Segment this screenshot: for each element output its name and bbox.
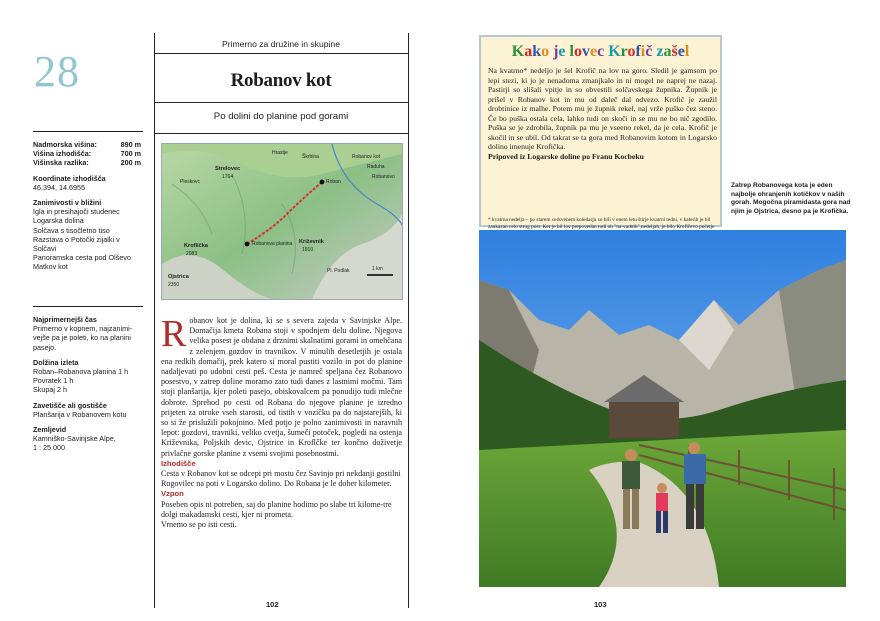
page-number-left: 102 — [266, 600, 279, 609]
map-label: Pl. Podlak — [327, 268, 350, 274]
sights-heading: Zanimivosti v bližini — [33, 198, 102, 208]
length-line: Povratek 1 h — [33, 376, 74, 386]
legend-footnote: * kvatrna nedelja – po starem cerkvenem koledarju so bili v enem letu štirje kvatrni tedni, v katerih je bil zaukazan celo strog post. Ker je bil lov prepovedan tudi ob "na-vadnih" nedeljah, je bilo Krofičevo početje — [488, 217, 715, 230]
drop-cap: R — [161, 313, 187, 355]
sights-list — [33, 207, 141, 271]
return-paragraph: Vrnemo se po isti cesti. — [161, 520, 237, 530]
intro-paragraph: obanov kot je dolina, ki se s severa zajeda v Savinjske Alpe. Domačija kmeta Robana stoji v spodnjem delu doline. Njegova velika posest je obdana z drznimi skalnatimi gorami in omehčana z zelenjem gozdov in travnikov. V minulih desetletjih je ostala ena redkih domačij, prek katero si moral pustiti vozilo in pot do planine nadaljevati po udobni cesti peš. Cesta je namreč speljana čez Robanovo posestvo, v zatrep doline moramo zato tudi danes z lastnimi močmi. Tam stoji planšarija, kjer poleti pasejo, obiskovalcem pa ponudijo tudi mlečne dobrote. Sprehod po cesti od Robana do njegove planine je izredno prijeten za otroke vseh starosti, od tistih v vozičku pa do najstarejših, ki so si že prislužili pokojnino. Med potjo je polno zanimivosti in naravnih lepot: gozdovi, travniki, veliko cvetja, šumeči potoček, pogledi na ostenja Križevnika, Poljskih devic, Ojstrice in Kroflčke ter končno doživetje privlačne gorske planine z vsemi svojimi posebnostmi. — [161, 316, 402, 458]
map-label: Kroflička — [184, 243, 208, 249]
legend-title: Kako je lovec Krofič zašel — [511, 43, 690, 60]
category-banner: Primerno za družine in skupine — [222, 39, 340, 49]
legend-paragraph: Na kvatrno* nedeljo je šel Krofič na lov na goro. Sledil je gamsom po lepi stezi, ki jo je nenadoma zmanjkalo in ni mogel ne naprej ne nazaj. Pastirji so slišali vpitje in so obvestili solčavskega župnika. Župnik je prišel v Robanov kot in mu od daleč dal odvezo. Krofič je zaužil drobtinice iz malhe. Potem mu je župnik rekel, naj vrže puško čez steno. Če bo puška ostala cela, lahko tudi on skoči in se mu ne bo nič zgodilo. Puška se je zdrobila, župnik pa mu je vseeno rekel, da je cela. Krofič je skočil in se ubil. Od takrat se ta gora med Robanovim kotom in Logarsko dolino imenuje Krofička. — [488, 66, 717, 151]
map-label: 2350 — [168, 282, 180, 288]
climb-paragraph: Poseben opis ni potreben, saj do planine hodimo po slabe tri kilome-tre dolgi makadamski cesti, kjer ni prometa. — [161, 499, 392, 519]
shelter-text: Planšarija v Robanovem kotu — [33, 409, 127, 419]
divider — [33, 131, 143, 132]
map-label: Hrastje — [272, 150, 288, 156]
stat-row — [33, 140, 141, 149]
length-heading: Dolžina izleta — [33, 357, 79, 367]
map-label: Roban — [326, 179, 341, 185]
map-label: 2083 — [186, 251, 198, 257]
sight-item: Panoramska cesta pod Olševo — [33, 253, 131, 263]
divider — [154, 53, 409, 54]
stat-label: Nadmorska višina: — [33, 140, 97, 149]
stat-row — [33, 149, 141, 158]
legend-box — [479, 35, 722, 230]
start-paragraph: Cesta v Robanov kot se odcepi pri mostu čez Savinjo pri nekdanji gostilni Rogovilec na poti v Logarsko dolino. Do Robana je le dober kilometer. — [161, 469, 401, 489]
divider — [154, 102, 409, 103]
map-info-line: Kamniško-Savinjske Alpe, — [33, 434, 116, 444]
map-scale-label: 1 km — [372, 266, 383, 272]
map-label: Robanova planina — [252, 241, 293, 247]
season-text: Primerno v kopnem, najzanimi-vejše pa je poleti, ko na planini pasejo. — [33, 324, 133, 352]
sight-item: Igla in presihajoči studenec — [33, 207, 120, 217]
map-info-line: 1 : 25.000 — [33, 443, 65, 453]
map-label: 1910 — [302, 247, 314, 253]
map-label: Raduha — [367, 164, 385, 170]
page-number-right: 103 — [594, 600, 607, 609]
length-lines — [33, 367, 143, 395]
map-label: Strelovec — [215, 166, 241, 172]
map-label: Ojstrica — [168, 274, 189, 280]
legend-text — [488, 66, 717, 161]
sight-item: Logarska dolina — [33, 216, 84, 226]
photo-graphic — [479, 230, 846, 587]
map-label: 1764 — [222, 174, 234, 180]
stats-panel — [33, 140, 141, 272]
stat-value: 890 m — [120, 140, 141, 149]
divider — [33, 306, 143, 307]
climb-heading: Vzpon — [161, 489, 184, 499]
stat-label: Višina izhodišča: — [33, 149, 92, 159]
stat-value: 700 m — [120, 149, 141, 159]
shelter-heading: Zavetišče ali gostišče — [33, 400, 107, 410]
route-title: Robanov kot — [230, 70, 332, 91]
sight-item: Matkov kot — [33, 262, 68, 272]
start-heading: Izhodišče — [161, 458, 196, 468]
divider — [154, 133, 409, 134]
legend-credit: Pripoved iz Logarske doline po Franu Kocbeku — [488, 151, 644, 161]
trip-info — [33, 315, 143, 453]
valley-photo — [479, 230, 846, 587]
map-label: Škrbina — [302, 154, 319, 160]
route-description — [161, 313, 402, 530]
stat-value: 200 m — [120, 158, 141, 168]
route-number: 28 — [34, 47, 80, 96]
coords-value: 46.394, 14.6955 — [33, 182, 85, 192]
length-line: Skupaj 2 h — [33, 385, 67, 395]
season-heading: Najprimernejši čas — [33, 315, 97, 324]
length-line: Roban–Robanova planina 1 h — [33, 367, 129, 377]
sight-item: Razstava o Potočki zijalki v Solčavi — [33, 234, 120, 254]
map-label: Robanov kot — [352, 154, 381, 160]
stat-row — [33, 158, 141, 167]
photo-caption: Zatrep Robanovega kota je eden najbolje ohranjenih kotičkov v naših gorah. Mogočna piramidasta gora nad njim je Ojstrica, desno pa je Krofička. — [731, 182, 851, 215]
route-subtitle: Po dolini do planine pod gorami — [213, 111, 349, 122]
map-lines — [33, 434, 143, 452]
map-label: Pleskovc — [180, 179, 201, 185]
stat-label: Višinska razlika: — [33, 158, 89, 168]
column-rule-right — [408, 33, 409, 608]
map-heading: Zemljevid — [33, 425, 67, 435]
map-label: Križevnik — [299, 239, 324, 245]
map-graphic — [162, 144, 402, 299]
route-map — [161, 143, 403, 300]
map-label: Robanovo — [372, 174, 395, 180]
coords-heading: Koordinate izhodišča — [33, 173, 106, 183]
sight-item: Solčava s tisočletno tiso — [33, 225, 110, 235]
